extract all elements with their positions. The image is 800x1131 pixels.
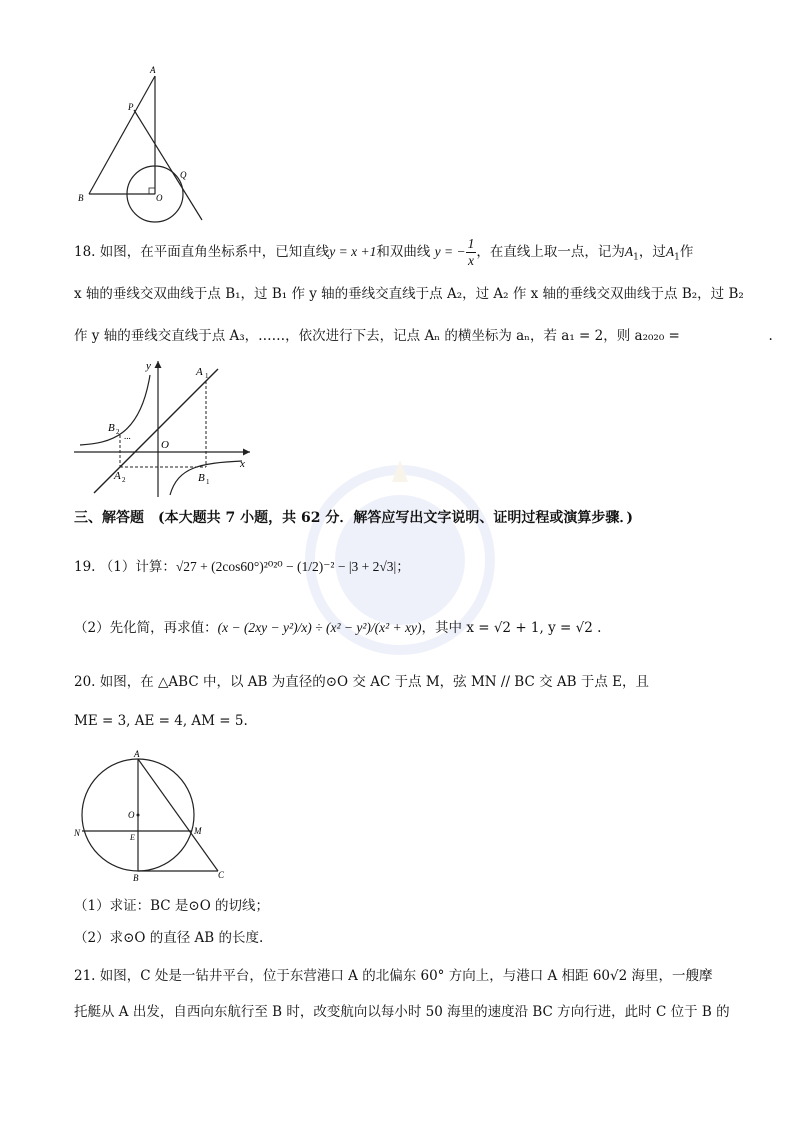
q19-part2 xyxy=(74,618,601,638)
label-C: C xyxy=(218,870,225,880)
q18-line1: 18. 如图，在平面直角坐标系中，已知直线y = x +1和双曲线 y = − $\frac{1}{x}$ ，在直线上取一点，记为$A_1$，过$A_1$作 xyxy=(74,236,694,268)
label-A1: A xyxy=(196,366,203,378)
label-P: P xyxy=(128,102,134,112)
q18-text-a: 18. 如图，在平面直角坐标系中，已知直线 xyxy=(74,244,330,260)
q18-line3-text: 作 y 轴的垂线交直线于点 A₃，……，依次进行下去，记点 Aₙ 的横坐标为 aₙ，若 a₁ = 2，则 a₂₀₂₀ = xyxy=(74,328,680,344)
q19-part1-label: 19. （1）计算： xyxy=(74,559,176,575)
label-A: A xyxy=(134,749,140,759)
label-B2-sub: 2 xyxy=(116,428,120,436)
section-heading: 三、解答题 (本大题共 7 小题，共 62 分．解答应写出文字说明、证明过程或演算步骤．) xyxy=(74,510,633,526)
q20-line2: ME = 3, AE = 4, AM = 5. xyxy=(74,713,248,729)
label-x: x xyxy=(240,458,245,470)
q20-part2: （2）求⊙O 的直径 AB 的长度. xyxy=(74,930,264,946)
label-B1: B xyxy=(198,472,205,484)
q19-part1 xyxy=(74,557,410,577)
q18-eq-hyperbola: y = − xyxy=(434,244,466,259)
q20-part1: （1）求证：BC 是⊙O 的切线； xyxy=(74,898,270,914)
q18-eq-line: y = x +1 xyxy=(329,244,377,259)
q18-text-e: 作 xyxy=(679,244,694,260)
label-O: O xyxy=(128,810,135,820)
label-N: N xyxy=(74,828,81,838)
figure-q17 xyxy=(70,60,220,225)
label-B1-sub: 1 xyxy=(206,478,210,486)
q19-part1-expr: √27 + (2cos60°)²⁰²⁰ − (1/2)⁻² − |3 + 2√3|； xyxy=(175,559,410,574)
label-Q: Q xyxy=(180,170,187,180)
label-O: O xyxy=(161,439,169,451)
label-M: M xyxy=(194,826,202,836)
q21-line2: 托艇从 A 出发，自西向东航行至 B 时，改变航向以每小时 50 海里的速度沿 BC 方向行进，此时 C 位于 B 的 xyxy=(74,1004,730,1020)
q18-text-b: 和双曲线 xyxy=(376,244,431,260)
q18-text-d: ，过 xyxy=(638,244,666,260)
label-B2: B xyxy=(108,422,115,434)
label-B: B xyxy=(78,193,84,203)
q20-line1: 20. 如图，在 △ABC 中，以 AB 为直径的⊙O 交 AC 于点 M，弦 MN // BC 交 AB 于点 E，且 xyxy=(74,674,649,690)
q18-A1: A xyxy=(624,244,634,259)
label-O: O xyxy=(156,193,163,203)
label-B: B xyxy=(133,873,139,883)
q19-part2-label: （2）先化简，再求值： xyxy=(74,620,218,636)
label-A: A xyxy=(150,65,156,75)
q18-line3 xyxy=(74,326,773,346)
q18-text-c: ，在直线上取一点，记为 xyxy=(476,244,625,260)
figure-q20 xyxy=(70,748,240,883)
label-E: E xyxy=(130,833,135,842)
q18-fraction: $\frac{1}{x}$ xyxy=(467,236,475,268)
q18-line2: x 轴的垂线交双曲线于点 B₁，过 B₁ 作 y 轴的垂线交直线于点 A₂，过 A₂ 作 x 轴的垂线交双曲线于点 B₂，过 B₂ xyxy=(74,286,744,302)
label-A2-sub: 2 xyxy=(122,476,126,484)
q21-line1: 21. 如图，C 处是一钻井平台，位于东营港口 A 的北偏东 60° 方向上，与港口 A 相距 60√2 海里，一艘摩 xyxy=(74,968,713,984)
figure-q18 xyxy=(70,355,260,500)
label-A2: A xyxy=(114,470,121,482)
label-y: y xyxy=(146,360,151,372)
label-A1-sub: 1 xyxy=(205,372,209,380)
q19-part2-expr: (x − (2xy − y²)/x) ÷ (x² − y²)/(x² + xy) xyxy=(217,620,422,635)
q19-part2-tail: ，其中 x = √2 + 1, y = √2 . xyxy=(421,620,602,636)
q18-line3-end: . xyxy=(768,328,773,344)
label-dots: ... xyxy=(124,431,131,441)
